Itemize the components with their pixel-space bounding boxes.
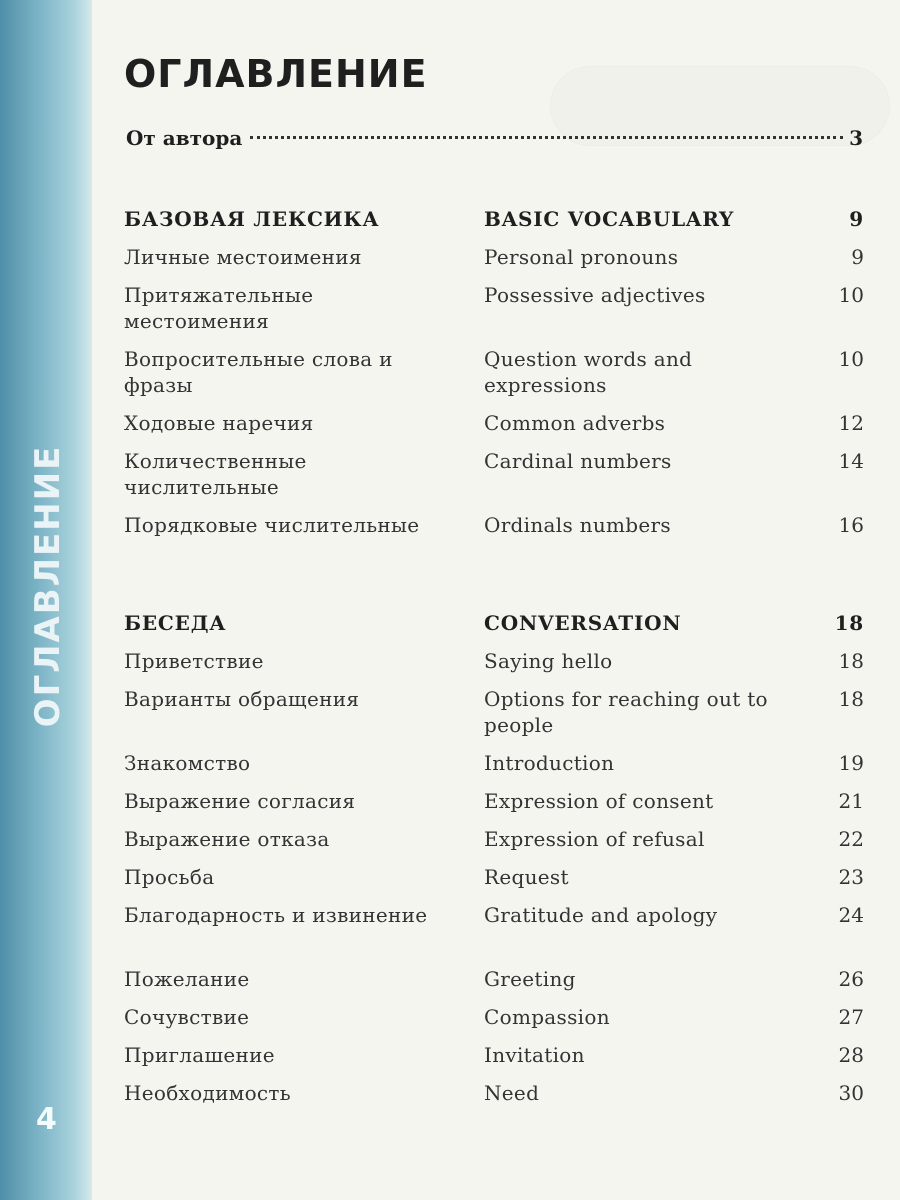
entry-title-ru: Знакомство (124, 751, 251, 775)
entry-title-ru: Порядковые числительные (124, 513, 420, 537)
preface-label: От автора (126, 126, 243, 150)
entry-title-en: Cardinal numbers (484, 449, 672, 473)
entry-title-en: Common adverbs (484, 411, 666, 435)
entry-title-ru: Приветствие (124, 649, 264, 673)
toc-entry[interactable] (124, 512, 864, 572)
section-title-en: BASIC VOCABULARY (484, 207, 735, 231)
entry-page: 16 (838, 513, 864, 537)
entry-page: 19 (838, 751, 864, 775)
entry-title-ru: Выражение согласия (124, 789, 356, 813)
section-page: 18 (834, 611, 864, 635)
entry-title-ru: Пожелание (124, 967, 250, 991)
entry-title-en: Ordinals numbers (484, 513, 671, 537)
toc-entry[interactable] (124, 902, 864, 962)
toc-entry[interactable] (124, 282, 864, 342)
entry-page: 12 (838, 411, 864, 435)
entry-page: 14 (838, 449, 864, 473)
entry-title-en: Compassion (484, 1005, 610, 1029)
entry-title-ru: Варианты обращения (124, 687, 360, 711)
entry-title-en: Expression of consent (484, 789, 714, 813)
entry-title-en: Request (484, 865, 569, 889)
page-number: 4 (36, 1102, 57, 1137)
toc-entry-preface[interactable] (126, 126, 863, 150)
entry-title-ru: Необходимость (124, 1081, 291, 1105)
entry-title-ru: Ходовые наречия (124, 411, 314, 435)
entry-title-ru: Сочувствие (124, 1005, 250, 1029)
entry-title-ru: Просьба (124, 865, 215, 889)
toc-entry[interactable] (124, 1080, 864, 1140)
entry-page: 27 (838, 1005, 864, 1029)
entry-page: 21 (838, 789, 864, 813)
entry-title-ru: Приглашение (124, 1043, 275, 1067)
entry-page: 23 (838, 865, 864, 889)
entry-title-ru: Личные местоимения (124, 245, 362, 269)
entry-page: 26 (838, 967, 864, 991)
entry-title-en: Greeting (484, 967, 576, 991)
section-title-en: CONVERSATION (484, 611, 682, 635)
side-section-label: ОГЛАВЛЕНИЕ (28, 444, 68, 728)
entry-title-ru: Притяжательные местоимения (124, 283, 314, 333)
entry-page: 30 (838, 1081, 864, 1105)
entry-title-ru: Выражение отказа (124, 827, 330, 851)
entry-title-en: Options for reaching out to people (484, 687, 768, 737)
entry-page: 9 (851, 245, 864, 269)
toc-entry[interactable] (124, 686, 864, 746)
entry-title-en: Need (484, 1081, 540, 1105)
entry-page: 28 (838, 1043, 864, 1067)
entry-page: 18 (838, 687, 864, 711)
toc-entry[interactable] (124, 346, 864, 406)
entry-title-ru: Благодарность и извинение (124, 903, 428, 927)
section-page: 9 (849, 207, 864, 231)
entry-page: 10 (838, 283, 864, 307)
preface-page: 3 (849, 126, 863, 150)
section-title-ru: БАЗОВАЯ ЛЕКСИКА (124, 207, 380, 231)
entry-title-en: Introduction (484, 751, 615, 775)
entry-page: 18 (838, 649, 864, 673)
toc-entry[interactable] (124, 448, 864, 508)
page-title: ОГЛАВЛЕНИЕ (124, 52, 428, 96)
entry-page: 24 (838, 903, 864, 927)
entry-title-ru: Количественные числительные (124, 449, 307, 499)
entry-page: 22 (838, 827, 864, 851)
entry-title-en: Possessive adjectives (484, 283, 706, 307)
dot-leader (250, 136, 843, 139)
entry-title-en: Personal pronouns (484, 245, 679, 269)
entry-page: 10 (838, 347, 864, 371)
entry-title-en: Saying hello (484, 649, 613, 673)
section-title-ru: БЕСЕДА (124, 611, 227, 635)
entry-title-en: Gratitude and apology (484, 903, 718, 927)
entry-title-en: Invitation (484, 1043, 585, 1067)
entry-title-en: Question words and expressions (484, 347, 693, 397)
entry-title-ru: Вопросительные слова и фразы (124, 347, 393, 397)
entry-title-en: Expression of refusal (484, 827, 705, 851)
